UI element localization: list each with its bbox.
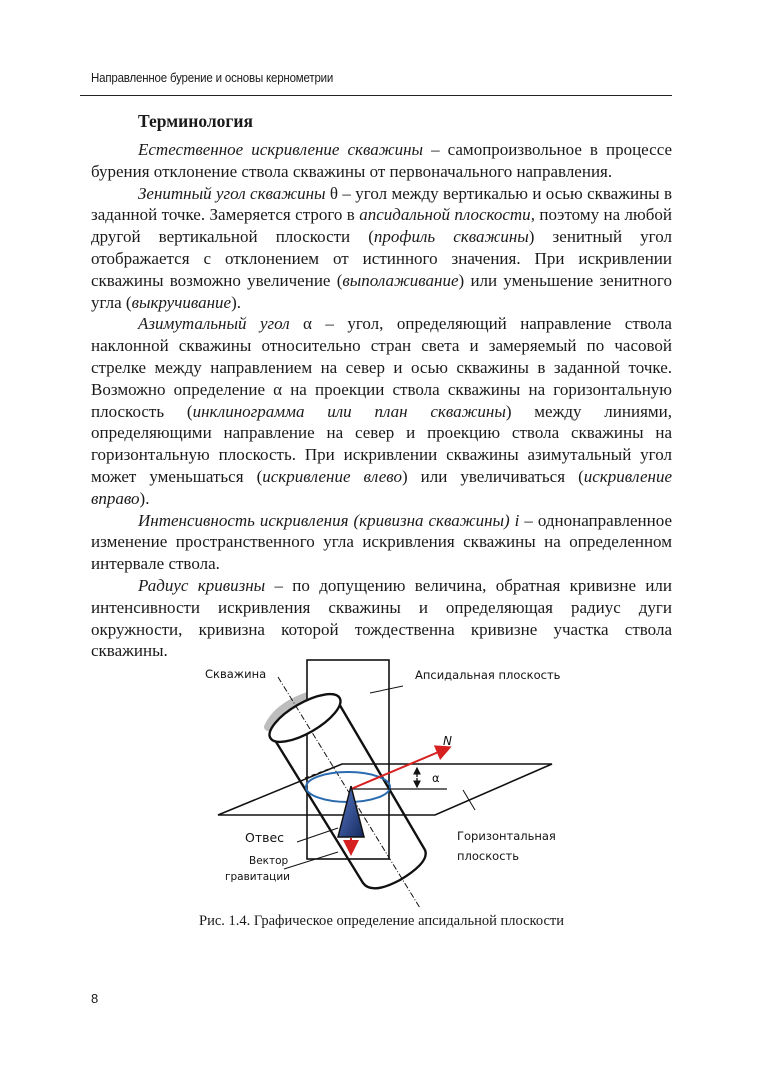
label-well: Скважина — [205, 667, 267, 681]
text-segment: θ – угол между вертикалью и осью скважины в заданной точке. Замеряется строго в — [91, 183, 672, 225]
label-horizontal-1: Горизонтальная — [457, 829, 556, 843]
text-segment: ) между линиями, определяющими направление на север и проекцию ствола скважины на горизонтальную плоскость. При искривлении скважины азимутальный угол может уменьшаться ( — [91, 401, 672, 486]
text-segment: α – угол, определяющий направление ствола наклонной скважины относительно стран света и замеряемый по часовой стрелке между направлением на север и осью скважины в заданной точке. Возможно определение α на проекции ствола скважины на горизонтальную плоскость ( — [91, 314, 672, 421]
term-italic: искривление влево — [262, 466, 402, 486]
text-segment: ) или увеличиваться ( — [401, 466, 584, 486]
label-north: N — [443, 734, 452, 748]
text-segment: – однонаправленное изменение пространственного угла искривления скважины на определенном интервале ствола. — [91, 510, 672, 574]
term-italic: Радиус кривизны — [138, 575, 266, 595]
term-italic: Зенитный угол скважины — [138, 183, 326, 203]
text-segment: – по допущению величина, обратная кривизне или интенсивности искривления скважины и определяющая радиус дуги окружности, кривизна которой тождественна кривизне участка ствола скважины. — [91, 575, 672, 661]
label-apsidal-plane: Апсидальная плоскость — [415, 668, 561, 682]
term-italic: выполаживание — [342, 270, 459, 290]
running-head: Направленное бурение и основы кернометрии — [91, 71, 334, 85]
text-segment: , поэтому на любой другой вертикальной плоскости ( — [91, 205, 672, 247]
term-italic: выкручивание — [131, 292, 232, 312]
text-segment: – самопроизвольное в процессе бурения отклонение ствола скважины от первоначального направления. — [91, 140, 672, 181]
figure-caption: Рис. 1.4. Графическое определение апсидальной плоскости — [199, 913, 564, 929]
label-gravity-2: гравитации — [225, 871, 290, 883]
term-italic: искривление вправо — [91, 466, 672, 508]
text-segment: ) зенитный угол отображается с отклонением от истинного значения. При искривлении скважины возможно увеличение ( — [91, 227, 672, 290]
section-heading: Терминология — [138, 111, 253, 131]
term-italic: инклинограмма или план скважины — [192, 401, 506, 421]
term-italic: Интенсивность искривления (кривизна скважины) i — [138, 510, 520, 530]
label-horizontal-2: плоскость — [457, 849, 520, 863]
text-segment: ). — [139, 488, 150, 508]
page-number: 8 — [91, 991, 99, 1006]
term-italic: Азимутальный угол — [138, 314, 290, 334]
label-alpha: α — [432, 771, 440, 785]
label-plumb: Отвес — [245, 830, 285, 845]
term-italic: апсидальной плоскости — [359, 205, 531, 225]
term-italic: Естественное искривление скважины — [138, 140, 424, 159]
label-gravity-1: Вектор — [249, 855, 289, 867]
term-italic: профиль скважины — [373, 227, 529, 247]
text-segment: ) или уменьшение зенитного угла ( — [91, 270, 672, 312]
text-segment: ). — [231, 292, 242, 312]
